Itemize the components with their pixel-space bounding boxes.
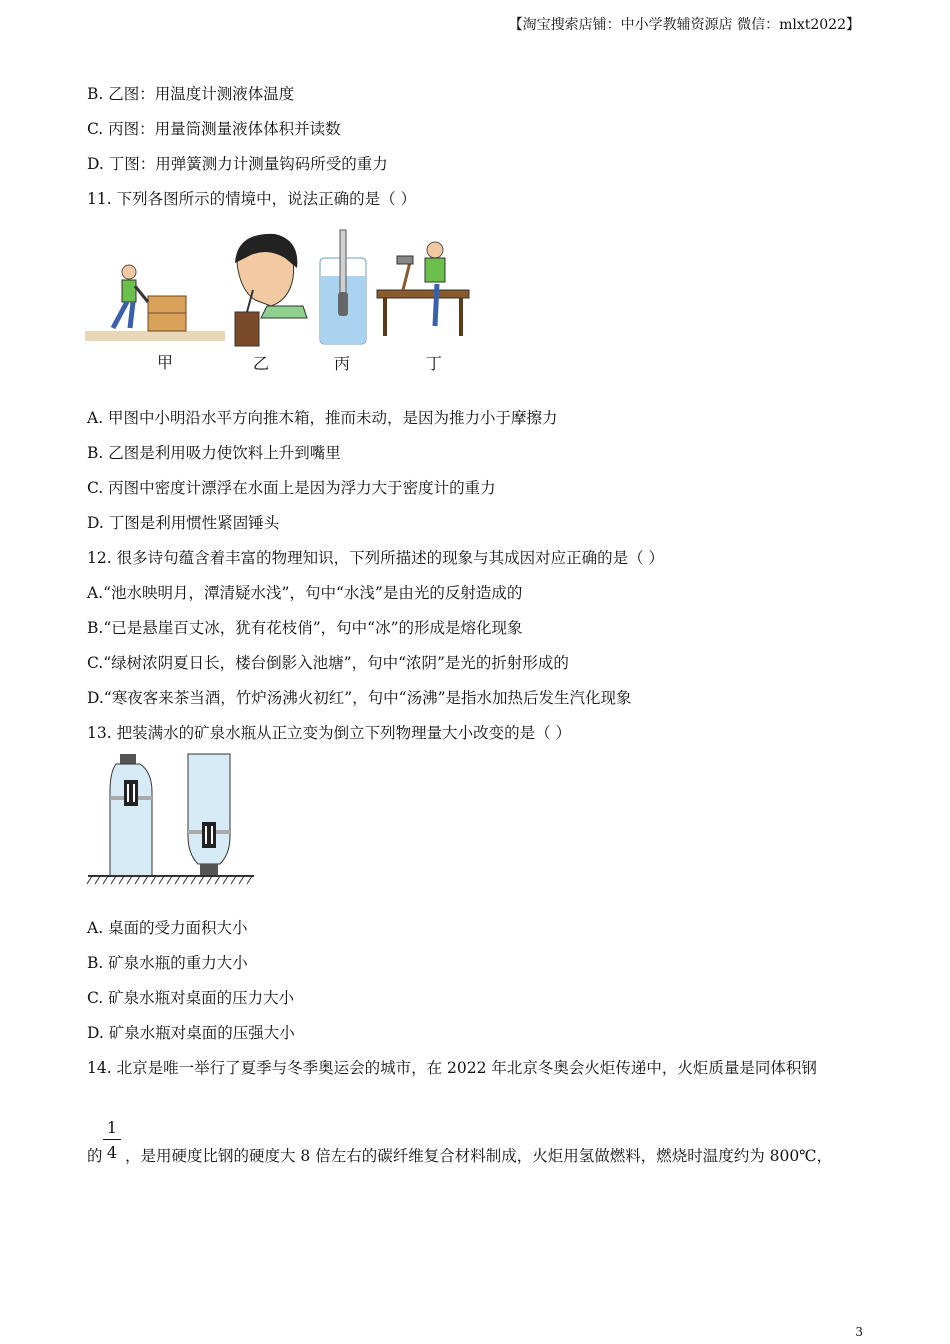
q10-option-c: C. 丙图：用量筒测量液体体积并读数 — [87, 120, 341, 138]
fraction-numerator: 1 — [106, 1118, 118, 1137]
fig-label-ding: 丁 — [426, 354, 443, 373]
q14-prefix: 的 — [87, 1147, 103, 1165]
q11-option-c: C. 丙图中密度计漂浮在水面上是因为浮力大于密度计的重力 — [87, 479, 496, 497]
fraction-denominator: 4 — [106, 1143, 118, 1162]
hydrometer-illustration — [320, 230, 366, 344]
q13-option-c: C. 矿泉水瓶对桌面的压力大小 — [87, 989, 295, 1007]
q11-stem: 11. 下列各图所示的情境中，说法正确的是（ ） — [87, 190, 417, 208]
fig-label-bing: 丙 — [334, 354, 351, 373]
q14-line-1: 14. 北京是唯一举行了夏季与冬季奥运会的城市，在 2022 年北京冬奥会火炬传递中，火炬质量是同体积钢 — [87, 1059, 817, 1077]
push-box-illustration — [85, 265, 225, 341]
q13-bottles-figure — [86, 752, 256, 887]
q12-stem: 12. 很多诗句蕴含着丰富的物理知识，下列所描述的现象与其成因对应正确的是（ ） — [87, 549, 665, 567]
q13-stem: 13. 把装满水的矿泉水瓶从正立变为倒立下列物理量大小改变的是（ ） — [87, 724, 572, 742]
upright-bottle — [110, 754, 152, 876]
fig-label-jia: 甲 — [157, 353, 174, 372]
q10-option-d: D. 丁图：用弹簧测力计测量钩码所受的重力 — [87, 155, 388, 173]
q13-option-a: A. 桌面的受力面积大小 — [87, 919, 248, 937]
page-header: 【淘宝搜索店铺：中小学教辅资源店 微信：mlxt2022】 — [508, 17, 860, 33]
q11-option-a: A. 甲图中小明沿水平方向推木箱，推而未动，是因为推力小于摩擦力 — [87, 409, 558, 427]
q14-line-2: ，是用硬度比钢的硬度大 8 倍左右的碳纤维复合材料制成，火炬用氢做燃料，燃烧时温度约为 800℃， — [125, 1147, 833, 1165]
q11-option-b: B. 乙图是利用吸力使饮料上升到嘴里 — [87, 444, 341, 462]
q14-fraction — [103, 1118, 121, 1162]
q10-option-b: B. 乙图：用温度计测液体温度 — [87, 85, 295, 103]
q12-option-c: C.“绿树浓阴夏日长，楼台倒影入池塘”，句中“浓阴”是光的折射形成的 — [87, 654, 569, 672]
hammer-bench-illustration — [377, 242, 469, 336]
inverted-bottle — [188, 754, 230, 876]
q12-option-a: A.“池水映明月，潭清疑水浅”，句中“水浅”是由光的反射造成的 — [87, 584, 523, 602]
q12-option-d: D.“寒夜客来茶当酒，竹炉汤沸火初红”，句中“汤沸”是指水加热后发生汽化现象 — [87, 689, 632, 707]
page-number: 3 — [855, 1325, 863, 1339]
q11-option-d: D. 丁图是利用惯性紧固锤头 — [87, 514, 280, 532]
table-surface — [87, 876, 254, 884]
drinking-boy-illustration — [235, 234, 307, 346]
fig-label-yi: 乙 — [253, 354, 270, 373]
fraction-bar — [103, 1139, 121, 1140]
q13-option-d: D. 矿泉水瓶对桌面的压强大小 — [87, 1024, 295, 1042]
q12-option-b: B.“已是悬崖百丈冰，犹有花枝俏”，句中“冰”的形成是熔化现象 — [87, 619, 523, 637]
q11-figure — [85, 228, 475, 350]
q13-option-b: B. 矿泉水瓶的重力大小 — [87, 954, 248, 972]
